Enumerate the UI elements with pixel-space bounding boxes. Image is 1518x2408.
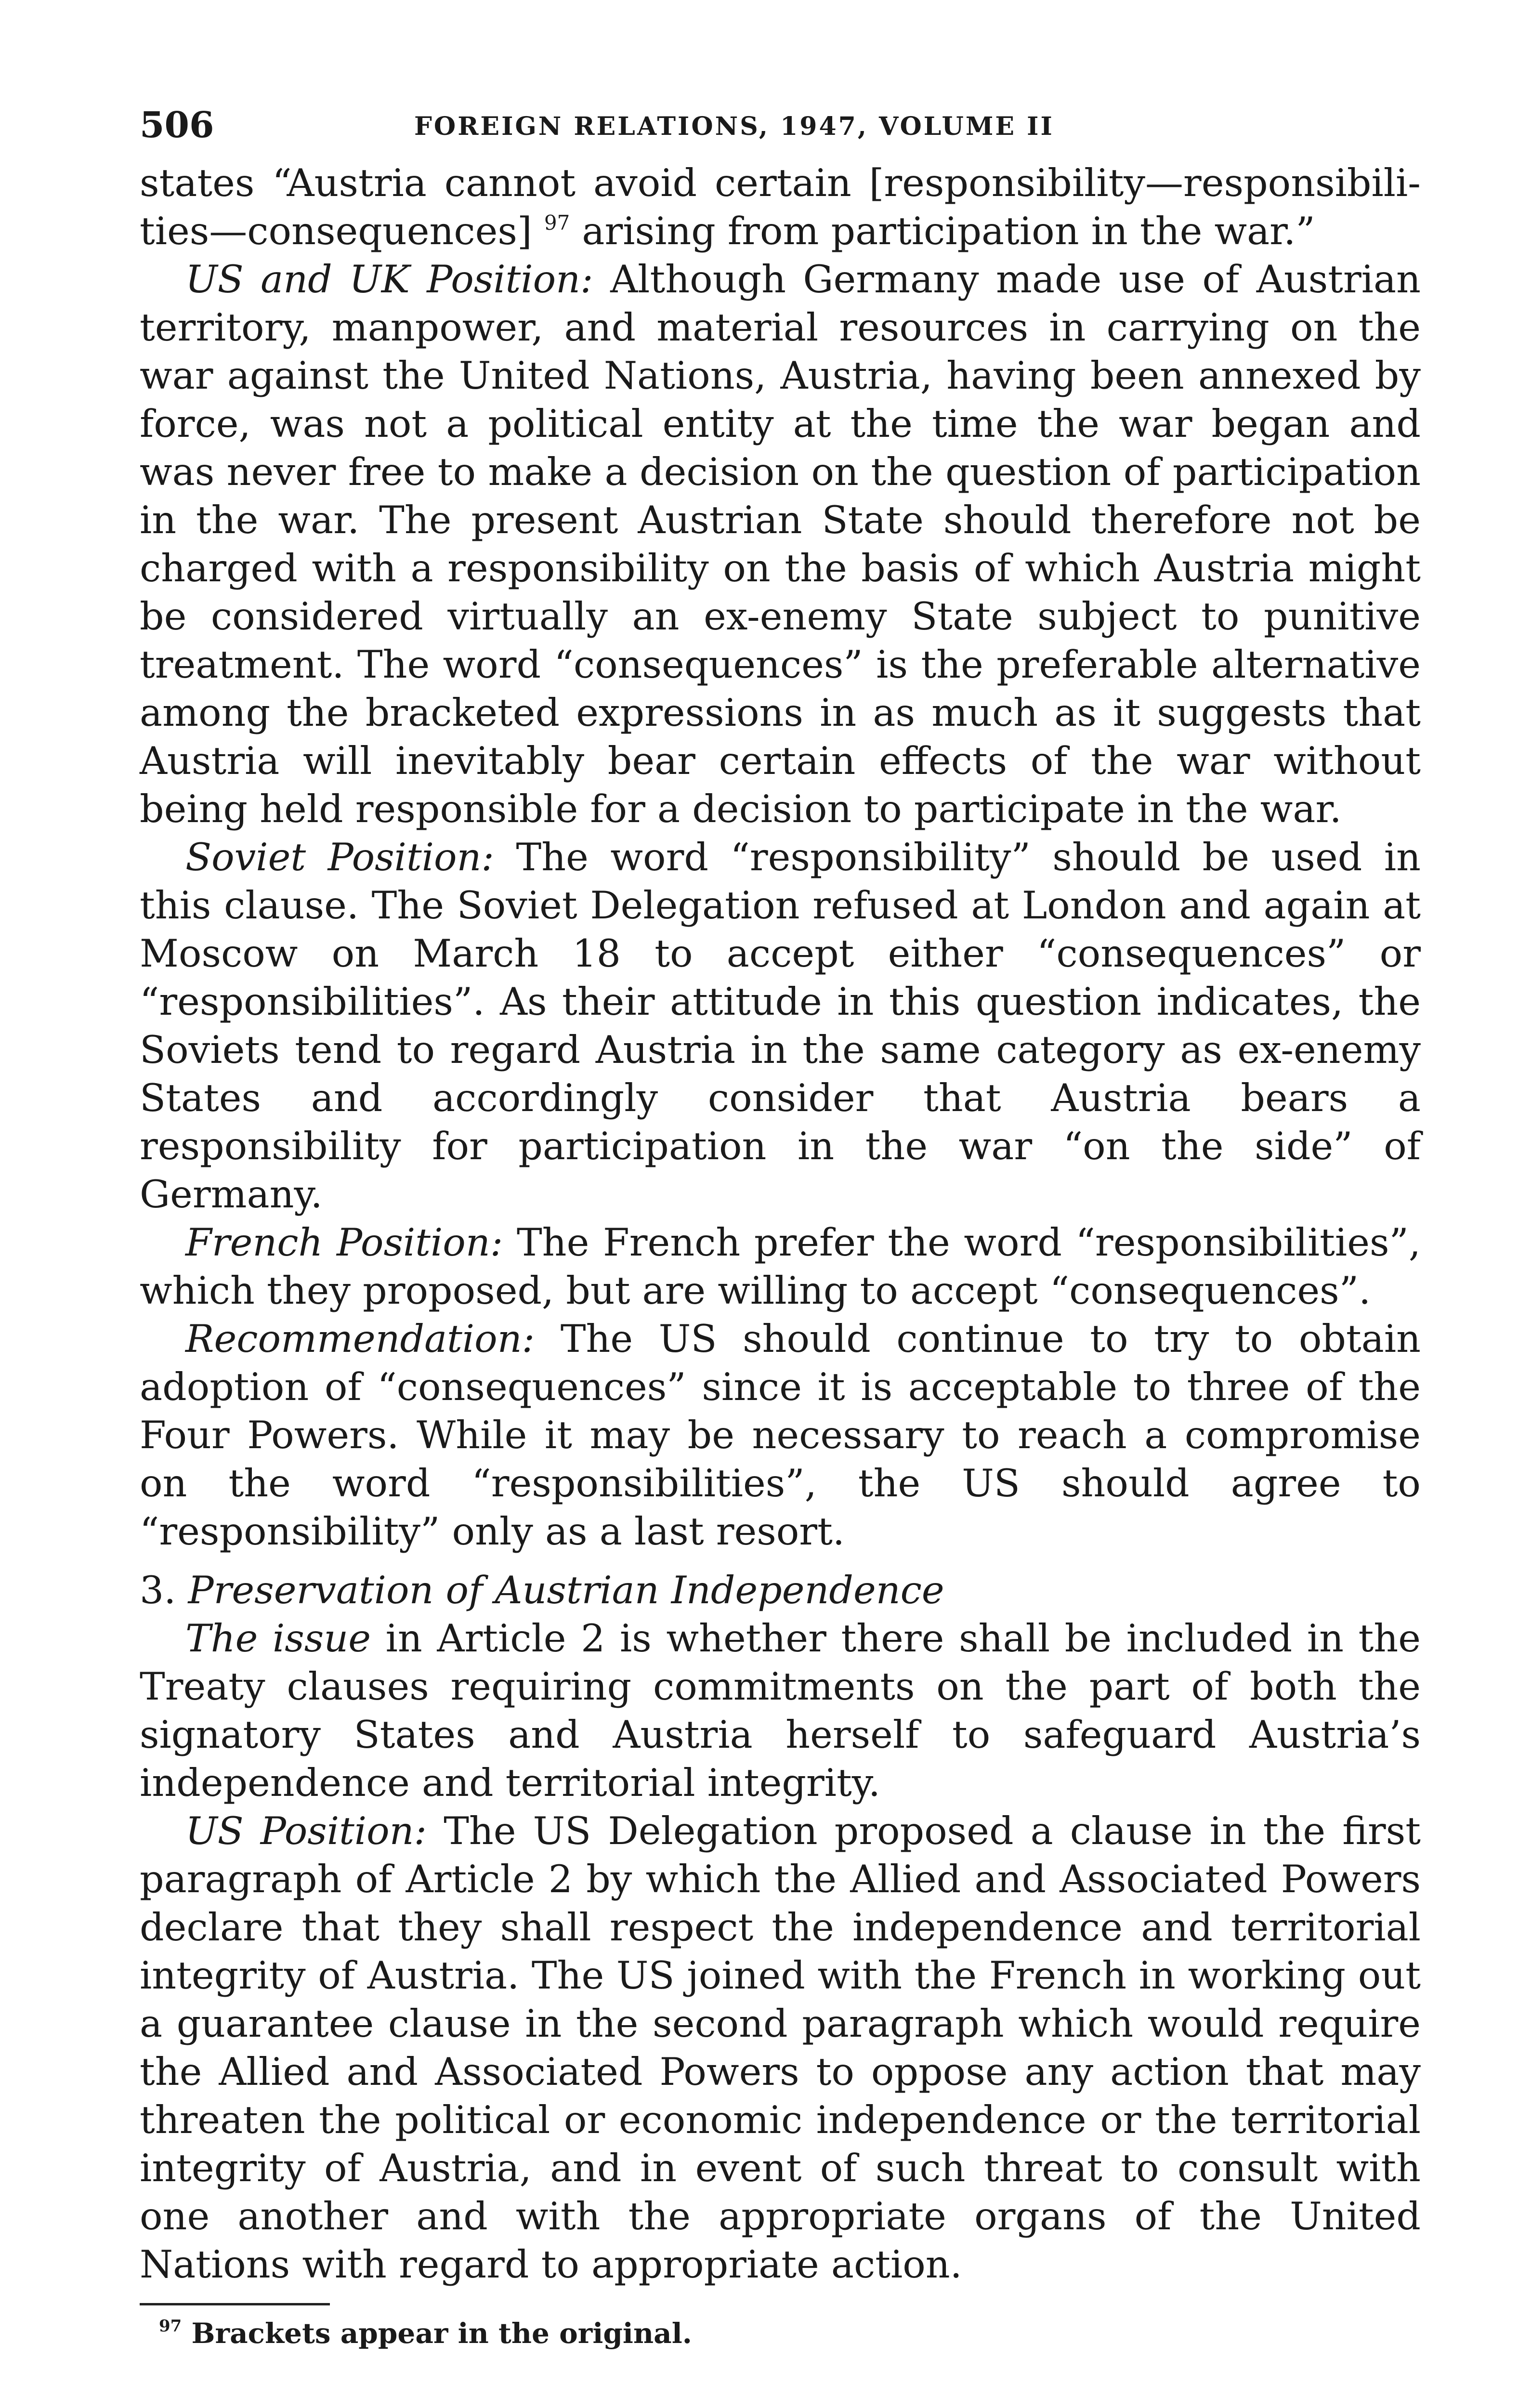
paragraph-text: The word “responsibility” should be used in this clause. The Soviet Delegation refused at London and again at Moscow on March 18 to accept either “consequences” or “responsibilities”. As their attitude in this question indicates, the Soviets tend to regard Austria in the same category as ex-enemy States and accordingly consider that Austria bears a responsibility for participation in the war “on the side” of Germany. (140, 835, 1421, 1217)
section-number: 3. (140, 1568, 188, 1612)
paragraph-label: French Position: (185, 1220, 503, 1265)
paragraph-label: US Position: (185, 1809, 427, 1853)
page-number: 506 (140, 105, 214, 146)
paragraph-soviet-position (140, 833, 1421, 1218)
paragraph-french-position (140, 1218, 1421, 1315)
paragraph-text: in Article 2 is whether there shall be included in the Treaty clauses requiring commitments on the part of both the signatory States and Austria herself to safeguard Austria’s independence and territorial integrity. (140, 1616, 1421, 1805)
paragraph-text: arising from participation in the war.” (570, 209, 1315, 253)
footnote-text: Brackets appear in the original. (182, 2317, 692, 2350)
section-title: Preservation of Austrian Independence (188, 1568, 944, 1612)
paragraph-text: The French prefer the word “responsibilities”, which they proposed, but are willing to accept “consequences”. (140, 1220, 1421, 1313)
paragraph-us-position (140, 1807, 1421, 2289)
running-head: FOREIGN RELATIONS, 1947, VOLUME II (414, 112, 1054, 141)
paragraph-text: Although Germany made use of Austrian territory, manpower, and material resources in carrying on the war against the United Nations, Austria, having been annexed by force, was not a political entity at the time the war began and was never free to make a decision on the question of participation in the war. The present Austrian State should therefore not be charged with a responsibility on the basis of which Austria might be considered virtually an ex-enemy State subject to punitive treatment. The word “consequences” is the preferable alternative among the bracketed expressions in as much as it suggests that Austria will inevitably bear certain effects of the war without being held responsible for a decision to participate in the war. (140, 257, 1421, 831)
paragraph-label: Recommendation: (185, 1317, 535, 1361)
paragraph-the-issue (140, 1614, 1421, 1807)
footnote (140, 2314, 1421, 2353)
document-page (140, 101, 1421, 2353)
footnote-divider (140, 2303, 330, 2305)
paragraph-label: The issue (185, 1616, 371, 1661)
page-header (140, 101, 1421, 159)
paragraph-label: Soviet Position: (185, 835, 495, 879)
paragraph-us-uk-position (140, 255, 1421, 833)
footnote-reference: 97 (544, 211, 570, 235)
paragraph-recommendation (140, 1315, 1421, 1556)
section-heading (140, 1566, 1421, 1614)
paragraph-text: states “Austria cannot avoid certain [responsibility—responsibilities—consequences] (140, 161, 1421, 253)
paragraph-text: The US should continue to try to obtain adoption of “consequences” since it is acceptable to three of the Four Powers. While it may be necessary to reach a compromise on the word “responsibilities”, the US should agree to “responsibility” only as a last resort. (140, 1317, 1421, 1554)
paragraph-label: US and UK Position: (185, 257, 593, 301)
body-text (140, 159, 1421, 2289)
paragraph-text: The US Delegation proposed a clause in the first paragraph of Article 2 by which the Allied and Associated Powers declare that they shall respect the independence and territorial integrity of Austria. The US joined with the French in working out a guarantee clause in the second paragraph which would require the Allied and Associated Powers to oppose any action that may threaten the political or economic independence or the territorial integrity of Austria, and in event of such threat to consult with one another and with the appropriate organs of the United Nations with regard to appropriate action. (140, 1809, 1421, 2287)
paragraph-continuation (140, 159, 1421, 255)
footnote-marker: 97 (159, 2316, 182, 2336)
